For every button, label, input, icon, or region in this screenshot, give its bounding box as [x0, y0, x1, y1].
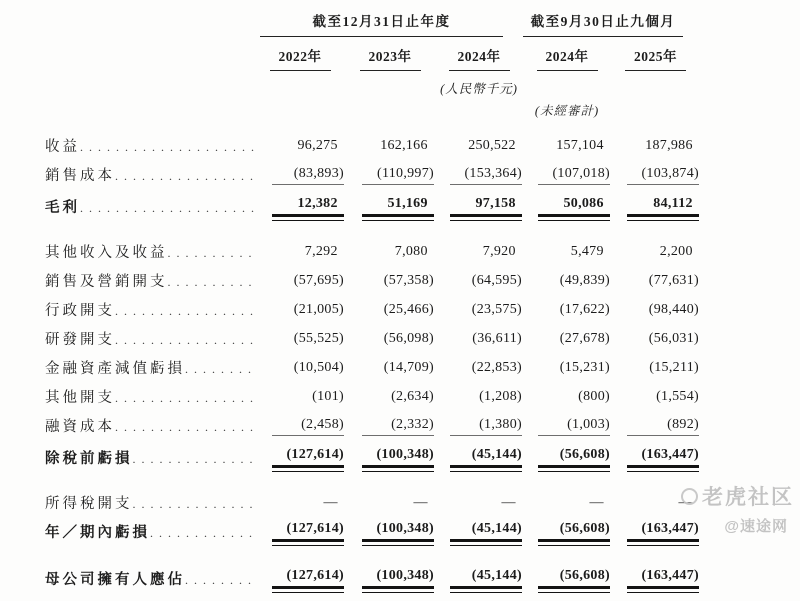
value-text: 7,080	[394, 244, 434, 259]
cell-value	[435, 568, 523, 589]
cell-value	[435, 495, 523, 513]
dot-leader	[168, 275, 256, 291]
row-label	[45, 568, 255, 589]
value-text: (100,348)	[362, 447, 434, 468]
value-text: (64,595)	[471, 273, 522, 288]
value-text: 162,166	[380, 138, 434, 153]
cell-value	[255, 417, 345, 436]
cell-value	[611, 568, 700, 589]
dot-leader	[115, 169, 255, 185]
financial-statement-table	[45, 10, 700, 601]
value-text: 84,112	[627, 196, 699, 217]
value-text: (100,348)	[362, 521, 434, 542]
row-label	[45, 299, 255, 320]
cell-value	[345, 521, 435, 542]
dot-leader	[80, 140, 255, 156]
row-label	[45, 270, 255, 291]
unaudited-note: (未經審計)	[534, 104, 600, 118]
value-text: (1,380)	[450, 417, 522, 436]
row-label	[45, 447, 255, 468]
value-text: 5,479	[570, 244, 610, 259]
cell-value	[523, 495, 611, 513]
value-text: (163,447)	[627, 568, 699, 589]
cell-value	[523, 302, 611, 320]
cell-value	[255, 273, 345, 291]
cell-value	[611, 417, 700, 436]
cell-value	[255, 166, 345, 185]
cell-value	[611, 302, 700, 320]
value-text: —	[413, 495, 434, 510]
value-text: 157,104	[556, 138, 610, 153]
value-text: (153,364)	[450, 166, 522, 185]
value-text: —	[678, 495, 699, 510]
value-text: —	[501, 495, 522, 510]
cell-value	[435, 417, 523, 436]
dot-leader	[115, 391, 255, 407]
cell-value	[523, 244, 611, 262]
dot-leader	[115, 420, 255, 436]
cell-value	[435, 138, 523, 156]
value-text: (36,611)	[472, 331, 522, 346]
value-text: (127,614)	[272, 568, 344, 589]
unaudited-note-row	[45, 101, 700, 119]
table-row	[45, 488, 700, 517]
value-text: (100,348)	[362, 568, 434, 589]
cell-value	[255, 447, 345, 468]
cell-value	[523, 389, 611, 407]
value-text: (45,144)	[450, 521, 522, 542]
row-label	[45, 357, 255, 378]
value-text: (55,525)	[293, 331, 344, 346]
value-text: (56,098)	[383, 331, 434, 346]
value-text: —	[589, 495, 610, 510]
value-text: (892)	[627, 417, 699, 436]
table-row	[45, 295, 700, 324]
value-text: (127,614)	[272, 521, 344, 542]
value-text: 50,086	[538, 196, 610, 217]
year-header-label: 2025年	[625, 45, 686, 71]
cell-value	[523, 138, 611, 156]
dot-leader	[115, 304, 255, 320]
value-text: 7,292	[304, 244, 344, 259]
value-text: (1,554)	[656, 389, 699, 404]
cell-value	[435, 244, 523, 262]
row-label-text: 其他開支	[45, 390, 115, 406]
value-text: (103,874)	[627, 166, 699, 185]
cell-value	[345, 196, 435, 217]
value-text: (56,031)	[648, 331, 699, 346]
value-text: (14,709)	[383, 360, 434, 375]
cell-value	[435, 521, 523, 542]
table-row	[45, 324, 700, 353]
value-text: 187,986	[645, 138, 699, 153]
row-label-text: 其他收入及收益	[45, 245, 168, 261]
cell-value	[345, 302, 435, 320]
cell-value	[345, 389, 435, 407]
year-header-label: 2024年	[449, 45, 510, 71]
row-label-text: 金融資產減值虧損	[45, 361, 185, 377]
cell-value	[611, 196, 700, 217]
value-text: (163,447)	[627, 447, 699, 468]
cell-value	[255, 389, 345, 407]
cell-value	[523, 166, 611, 185]
dot-leader	[80, 201, 255, 217]
year-header-0	[255, 45, 345, 71]
dot-leader	[185, 362, 255, 378]
watermark-source-text: @速途网	[724, 518, 788, 535]
row-label-text: 行政開支	[45, 303, 115, 319]
row-label-text: 融資成本	[45, 419, 115, 435]
value-text: (25,466)	[383, 302, 434, 317]
table-body	[45, 131, 700, 601]
cell-value	[345, 417, 435, 436]
cell-value	[255, 331, 345, 349]
cell-value	[611, 495, 700, 513]
value-text: (2,634)	[391, 389, 434, 404]
cell-value	[611, 331, 700, 349]
cell-value	[255, 360, 345, 378]
table-row	[45, 353, 700, 382]
cell-value	[435, 166, 523, 185]
cell-value	[255, 196, 345, 217]
row-label-text: 銷售及營銷開支	[45, 274, 168, 290]
cell-value	[523, 521, 611, 542]
row-label-text: 所得稅開支	[45, 496, 133, 512]
value-text: (2,458)	[272, 417, 344, 436]
table-row	[45, 160, 700, 192]
cell-value	[255, 568, 345, 589]
cell-value	[611, 138, 700, 156]
year-header-4	[611, 45, 700, 71]
row-label-text: 研發開支	[45, 332, 115, 348]
table-row	[45, 382, 700, 411]
cell-value	[523, 360, 611, 378]
cell-value	[611, 166, 700, 185]
row-label	[45, 521, 255, 542]
value-text: (107,018)	[538, 166, 610, 185]
cell-value	[611, 273, 700, 291]
unit-note-row	[45, 79, 700, 97]
table-row	[45, 517, 700, 554]
table-row	[45, 192, 700, 229]
table-row	[45, 131, 700, 160]
row-label-text: 年／期內虧損	[45, 525, 150, 541]
value-text: (1,208)	[479, 389, 522, 404]
dot-leader	[168, 246, 256, 262]
row-label	[45, 196, 255, 217]
row-label	[45, 386, 255, 407]
cell-value	[523, 196, 611, 217]
row-label-text: 毛利	[45, 200, 80, 216]
cell-value	[435, 302, 523, 320]
dot-leader	[133, 452, 256, 468]
column-group-annual: 截至12月31日止年度	[260, 10, 503, 37]
cell-value	[523, 273, 611, 291]
year-header-2	[435, 45, 523, 71]
table-row	[45, 237, 700, 266]
cell-value	[611, 447, 700, 468]
value-text: 7,920	[482, 244, 522, 259]
row-label	[45, 492, 255, 513]
value-text: (800)	[578, 389, 610, 404]
value-text: (163,447)	[627, 521, 699, 542]
table-row	[45, 411, 700, 443]
cell-value	[345, 166, 435, 185]
cell-value	[345, 331, 435, 349]
value-text: (127,614)	[272, 447, 344, 468]
value-text: (49,839)	[559, 273, 610, 288]
cell-value	[345, 360, 435, 378]
value-text: (10,504)	[293, 360, 344, 375]
row-label	[45, 241, 255, 262]
value-text: (2,332)	[362, 417, 434, 436]
dot-leader	[133, 497, 256, 513]
cell-value	[611, 521, 700, 542]
table-row	[45, 266, 700, 295]
cell-value	[345, 244, 435, 262]
column-group-interim: 截至9月30日止九個月	[523, 10, 683, 37]
value-text: (15,211)	[649, 360, 699, 375]
value-text: (110,997)	[362, 166, 434, 185]
year-header-label: 2024年	[537, 45, 598, 71]
value-text: (83,893)	[272, 166, 344, 185]
cell-value	[345, 568, 435, 589]
cell-value	[345, 273, 435, 291]
value-text: (27,678)	[559, 331, 610, 346]
value-text: (45,144)	[450, 568, 522, 589]
cell-value	[611, 360, 700, 378]
value-text: (56,608)	[538, 521, 610, 542]
row-label-text: 除稅前虧損	[45, 451, 133, 467]
value-text: (1,003)	[538, 417, 610, 436]
value-text: (56,608)	[538, 447, 610, 468]
cell-value	[435, 360, 523, 378]
dot-leader	[185, 573, 255, 589]
dot-leader	[150, 526, 255, 542]
cell-value	[523, 417, 611, 436]
value-text: 97,158	[450, 196, 522, 217]
row-label	[45, 164, 255, 185]
value-text: 250,522	[468, 138, 522, 153]
value-text: (57,695)	[293, 273, 344, 288]
cell-value	[435, 196, 523, 217]
value-text: (101)	[312, 389, 344, 404]
value-text: (17,622)	[559, 302, 610, 317]
value-text: (98,440)	[648, 302, 699, 317]
year-header-label: 2022年	[270, 45, 331, 71]
cell-value	[435, 447, 523, 468]
table-row	[45, 564, 700, 601]
value-text: (15,231)	[559, 360, 610, 375]
value-text: 2,200	[659, 244, 699, 259]
cell-value	[255, 521, 345, 542]
cell-value	[523, 331, 611, 349]
value-text: (57,358)	[383, 273, 434, 288]
cell-value	[255, 495, 345, 513]
cell-value	[255, 302, 345, 320]
cell-value	[435, 273, 523, 291]
row-label-text: 銷售成本	[45, 168, 115, 184]
dot-leader	[115, 333, 255, 349]
value-text: 12,382	[272, 196, 344, 217]
row-label-text: 收益	[45, 139, 80, 155]
value-text: (21,005)	[293, 302, 344, 317]
value-text: —	[323, 495, 344, 510]
cell-value	[523, 568, 611, 589]
watermark-community-text: 老虎社区	[702, 486, 794, 509]
column-group-header-row	[45, 10, 700, 37]
value-text: (23,575)	[471, 302, 522, 317]
year-header-3	[523, 45, 611, 71]
cell-value	[345, 495, 435, 513]
cell-value	[611, 244, 700, 262]
cell-value	[611, 389, 700, 407]
year-header-1	[345, 45, 435, 71]
value-text: (56,608)	[538, 568, 610, 589]
value-text: 96,275	[297, 138, 344, 153]
cell-value	[523, 447, 611, 468]
row-label	[45, 415, 255, 436]
cell-value	[345, 138, 435, 156]
year-header-row	[45, 45, 700, 71]
cell-value	[255, 244, 345, 262]
value-text: 51,169	[362, 196, 434, 217]
currency-unit-note: (人民幣千元)	[440, 82, 518, 96]
row-label	[45, 135, 255, 156]
cell-value	[435, 331, 523, 349]
cell-value	[435, 389, 523, 407]
value-text: (22,853)	[471, 360, 522, 375]
row-label-text: 母公司擁有人應佔	[45, 572, 185, 588]
cell-value	[255, 138, 345, 156]
value-text: (45,144)	[450, 447, 522, 468]
value-text: (77,631)	[648, 273, 699, 288]
row-label	[45, 328, 255, 349]
cell-value	[345, 447, 435, 468]
table-row	[45, 443, 700, 480]
year-header-label: 2023年	[360, 45, 421, 71]
